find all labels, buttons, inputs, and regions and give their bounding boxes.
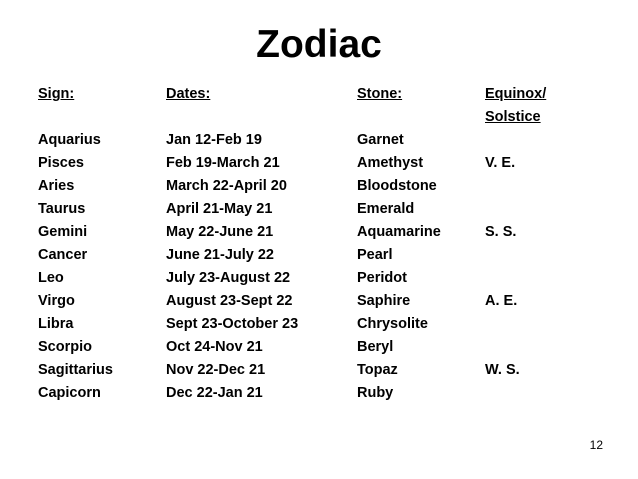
cell-stone: Aquamarine — [357, 224, 441, 240]
cell-equinox: W. S. — [485, 362, 520, 378]
cell-sign: Taurus — [38, 201, 86, 217]
cell-stone: Garnet — [357, 132, 404, 148]
table-row — [0, 129, 638, 152]
cell-dates: Sept 23-October 23 — [166, 316, 299, 332]
header-dates: Dates: — [166, 86, 211, 102]
cell-dates: Jan 12-Feb 19 — [166, 132, 262, 148]
cell-stone: Amethyst — [357, 155, 424, 171]
header-stone: Stone: — [357, 86, 403, 102]
cell-stone: Pearl — [357, 247, 393, 263]
cell-stone: Chrysolite — [357, 316, 428, 332]
header-equinox: Equinox/ — [485, 86, 547, 102]
table-row — [0, 359, 638, 382]
cell-sign: Capicorn — [38, 385, 101, 401]
cell-stone: Ruby — [357, 385, 394, 401]
table-row — [0, 313, 638, 336]
cell-sign: Aquarius — [38, 132, 101, 148]
cell-stone: Saphire — [357, 293, 411, 309]
cell-dates: May 22-June 21 — [166, 224, 274, 240]
cell-stone: Beryl — [357, 339, 394, 355]
cell-dates: Feb 19-March 21 — [166, 155, 280, 171]
table-row — [0, 175, 638, 198]
cell-stone: Topaz — [357, 362, 398, 378]
slide-number: 12 — [589, 438, 603, 452]
cell-stone: Bloodstone — [357, 178, 437, 194]
cell-dates: March 22-April 20 — [166, 178, 287, 194]
cell-stone: Peridot — [357, 270, 407, 286]
cell-dates: August 23-Sept 22 — [166, 293, 293, 309]
cell-sign: Gemini — [38, 224, 88, 240]
cell-dates: July 23-August 22 — [166, 270, 291, 286]
cell-sign: Virgo — [38, 293, 75, 309]
cell-sign: Sagittarius — [38, 362, 113, 378]
table-row — [0, 244, 638, 267]
cell-dates: Nov 22-Dec 21 — [166, 362, 266, 378]
cell-stone: Emerald — [357, 201, 415, 217]
cell-sign: Scorpio — [38, 339, 92, 355]
cell-equinox: S. S. — [485, 224, 517, 240]
cell-equinox: A. E. — [485, 293, 518, 309]
table-row — [0, 290, 638, 313]
table-row — [0, 152, 638, 175]
slide-title: Zodiac — [256, 23, 382, 66]
header-solstice: Solstice — [485, 109, 541, 125]
cell-equinox: V. E. — [485, 155, 516, 171]
table-header — [0, 83, 638, 106]
table-row — [0, 382, 638, 405]
cell-sign: Cancer — [38, 247, 88, 263]
table-row — [0, 267, 638, 290]
cell-dates: Oct 24-Nov 21 — [166, 339, 263, 355]
cell-sign: Libra — [38, 316, 74, 332]
table-row — [0, 198, 638, 221]
table-row — [0, 336, 638, 359]
header-sign: Sign: — [38, 86, 75, 102]
cell-dates: June 21-July 22 — [166, 247, 274, 263]
cell-dates: Dec 22-Jan 21 — [166, 385, 263, 401]
cell-dates: April 21-May 21 — [166, 201, 273, 217]
cell-sign: Leo — [38, 270, 64, 286]
table-header-continued — [0, 106, 638, 129]
cell-sign: Aries — [38, 178, 75, 194]
table-row — [0, 221, 638, 244]
cell-sign: Pisces — [38, 155, 84, 171]
